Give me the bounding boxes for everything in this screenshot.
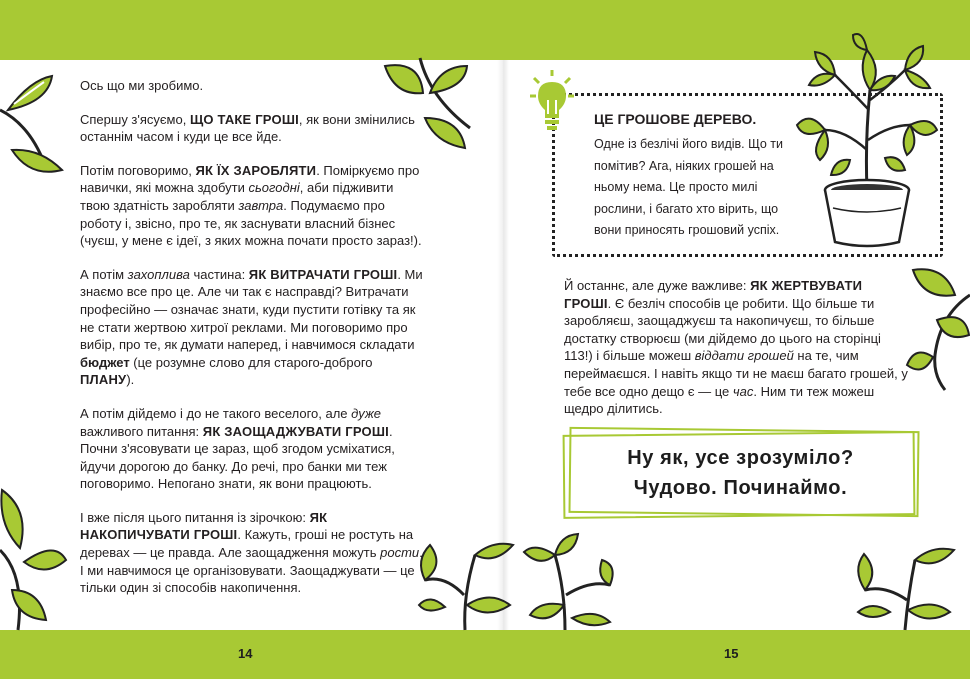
- sprouts-bottom-left-page-icon: [415, 535, 515, 630]
- text-span: І вже після цього питання із зірочкою:: [80, 509, 310, 525]
- text-span: . Почни з'ясовувати це зараз, щоб згодом усміхатися, йдучи дорогою до банку. До речі, про банки ми теж поговоримо. Непогано знати, як вони працюють.: [80, 423, 395, 492]
- intro-text: Ось що ми зробимо.: [80, 78, 204, 93]
- text-span: на те, чим переймаєшся. І навіть якщо ти не маєш багато грошей, у тебе все одно дещо є — це: [564, 348, 908, 399]
- emphasis-give-money: віддати грошей: [694, 348, 794, 364]
- highlight-how-to-save: ЯК ЗАОЩАДЖУВАТИ ГРОШІ: [202, 423, 389, 439]
- text-span: . Кажуть, гроші не ростуть на деревах — це правда. Але заощадження можуть: [80, 527, 414, 561]
- text-span: А потім: [80, 266, 128, 282]
- highlight-how-to-earn: ЯК ЇХ ЗАРОБЛЯТИ: [195, 162, 317, 178]
- text-span: Потім поговоримо,: [80, 162, 196, 178]
- cta-frame-inner: [568, 427, 919, 517]
- text-span: (це розумне слово для старого-доброго: [129, 354, 373, 370]
- bold-budget: бюджет: [80, 354, 130, 370]
- tip-title: ЦЕ ГРОШОВЕ ДЕРЕВО.: [594, 111, 757, 127]
- cta-line-2: Чудово. Починаймо.: [633, 477, 848, 499]
- right-page-text: [564, 277, 909, 434]
- text-span: , як вони змінились останнім часом і куди це все йде.: [80, 111, 415, 145]
- lightbulb-icon: [530, 70, 574, 132]
- highlight-how-to-spend: ЯК ВИТРАЧАТИ ГРОШІ: [248, 266, 398, 282]
- leaves-top-left-icon: [0, 70, 70, 180]
- emphasis-grow: рости: [380, 545, 420, 561]
- cta-box: [563, 427, 918, 518]
- leaves-bottom-left-icon: [0, 480, 70, 630]
- emphasis-very: дуже: [351, 405, 382, 421]
- emphasis-today: сьогодні: [248, 180, 300, 196]
- highlight-what-is-money: ЩО ТАКЕ ГРОШІ: [189, 111, 299, 127]
- cta-line-1: Ну як, усе зрозуміло?: [627, 447, 854, 469]
- text-span: А потім дійдемо і до не такого веселого, але: [80, 405, 352, 421]
- tip-text: Одне із безлічі його видів. Що ти помітив? Ага, ніяких грошей на ньому нема. Це просто милі рослини, і багато хто вірить, що вони приносять грошовий успіх.: [594, 137, 783, 237]
- text-span: . І ми навчимося це організовувати. Заощаджувати — це тільки один зі способів накопичення.: [80, 545, 423, 596]
- text-span: важливого питання:: [80, 423, 203, 439]
- emphasis-time: час: [732, 383, 754, 399]
- save-paragraph: [80, 405, 425, 493]
- highlight-plan: ПЛАНУ: [80, 372, 127, 388]
- text-span: . Ним ти теж можеш щедро ділитись.: [564, 383, 875, 417]
- text-span: . Є безліч способів це робити. Що більше ти заробляєш, заощаджуєш та накопичуєш, то більше достатку створюєш (ми дійдемо до цього на сторінці 113!) і більше можеш: [564, 295, 881, 364]
- highlight-how-to-donate: ЯК ЖЕРТВУВАТИ ГРОШІ: [564, 278, 863, 311]
- sprouts-bottom-center-icon: [520, 530, 620, 630]
- text-span: ).: [126, 372, 135, 388]
- highlight-how-to-accumulate: ЯК НАКОПИЧУВАТИ ГРОШІ: [80, 509, 328, 543]
- text-span: частина:: [189, 266, 249, 282]
- earn-paragraph: [80, 162, 425, 250]
- donate-paragraph: [564, 277, 909, 418]
- page-number-left: 14: [238, 646, 253, 661]
- money-paragraph: [80, 111, 425, 146]
- page-number-right: 15: [724, 646, 739, 661]
- emphasis-exciting: захоплива: [127, 266, 190, 282]
- text-span: Й останнє, але дуже важливе:: [564, 278, 751, 293]
- text-span: . Поміркуємо про навички, які можна здобути: [80, 162, 420, 196]
- intro-paragraph: [80, 77, 425, 95]
- accumulate-paragraph: [80, 509, 425, 597]
- left-page-text: [80, 77, 425, 613]
- leaves-right-edge-icon: [905, 265, 970, 390]
- text-span: , аби підживити твою здатність заробляти: [80, 180, 394, 213]
- bottom-green-bar: [0, 630, 970, 679]
- text-span: Спершу з'ясуємо,: [80, 111, 190, 127]
- sprouts-bottom-right-icon: [850, 540, 960, 630]
- money-tree-plant-icon: [795, 30, 940, 248]
- text-span: . Подумаємо про роботу і, звісно, про те, як заснувати власний бізнес (чуєш, у мене є ідеї, з яких можна почати просто зараз!).: [80, 197, 422, 249]
- spend-paragraph: [80, 266, 425, 389]
- emphasis-tomorrow: завтра: [238, 197, 284, 213]
- text-span: . Ми знаємо все про це. Але чи так є насправді? Витрачати професійно — означає знати, куди пустити готівку та як не стати жертвою хитрої реклами. Ми поговоримо про вибір, про те, як думати наперед, і навчимося складати: [80, 266, 423, 353]
